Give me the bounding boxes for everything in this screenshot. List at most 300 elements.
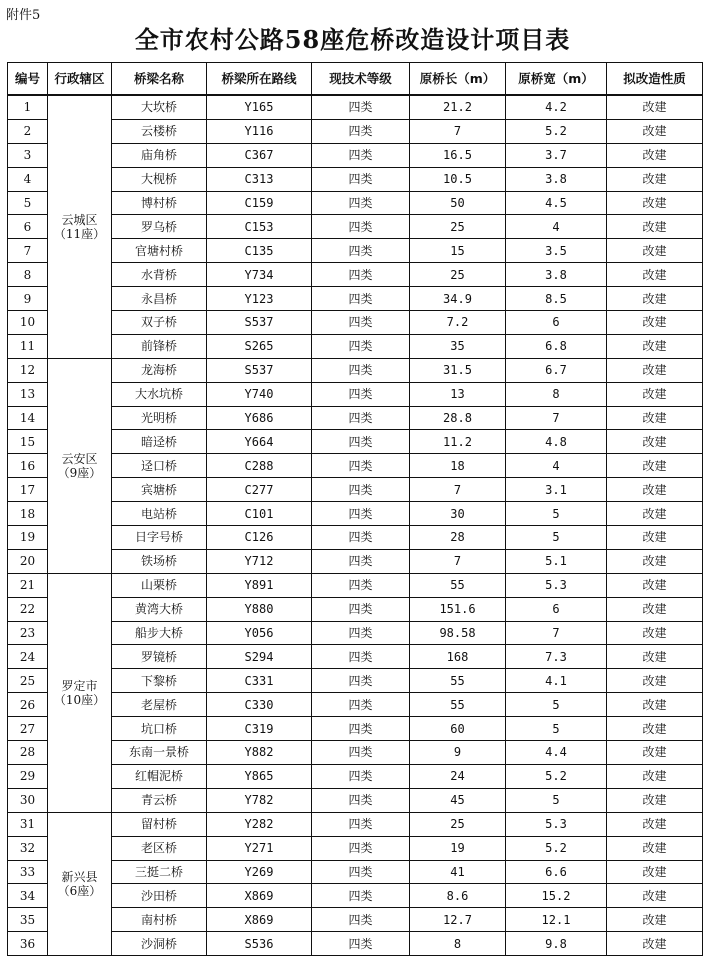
cell-length: 41 <box>410 860 506 884</box>
table-row <box>8 597 703 621</box>
table-row <box>8 382 703 406</box>
cell-bridge-name: 铁场桥 <box>112 549 207 573</box>
header-district: 行政辖区 <box>48 63 112 96</box>
header-length: 原桥长（m） <box>410 63 506 96</box>
cell-width: 3.7 <box>506 143 607 167</box>
cell-bridge-name: 博村桥 <box>112 191 207 215</box>
cell-nature: 改建 <box>607 860 703 884</box>
cell-width: 5.2 <box>506 836 607 860</box>
cell-route: Y880 <box>207 597 312 621</box>
table-row <box>8 95 703 119</box>
table-row <box>8 717 703 741</box>
cell-route: Y740 <box>207 382 312 406</box>
cell-nature: 改建 <box>607 764 703 788</box>
cell-tech-grade: 四类 <box>312 573 410 597</box>
cell-length: 98.58 <box>410 621 506 645</box>
cell-tech-grade: 四类 <box>312 908 410 932</box>
cell-route: C319 <box>207 717 312 741</box>
cell-tech-grade: 四类 <box>312 95 410 119</box>
cell-number: 5 <box>8 191 48 215</box>
table-body <box>8 95 703 956</box>
cell-tech-grade: 四类 <box>312 669 410 693</box>
cell-width: 6.7 <box>506 358 607 382</box>
cell-width: 5.1 <box>506 549 607 573</box>
cell-bridge-name: 船步大桥 <box>112 621 207 645</box>
cell-number: 8 <box>8 263 48 287</box>
cell-length: 55 <box>410 669 506 693</box>
cell-route: Y123 <box>207 287 312 311</box>
cell-route: S537 <box>207 311 312 335</box>
cell-route: C153 <box>207 215 312 239</box>
cell-length: 30 <box>410 502 506 526</box>
table-row <box>8 860 703 884</box>
cell-length: 11.2 <box>410 430 506 454</box>
cell-tech-grade: 四类 <box>312 884 410 908</box>
cell-nature: 改建 <box>607 717 703 741</box>
cell-tech-grade: 四类 <box>312 932 410 956</box>
cell-width: 7.3 <box>506 645 607 669</box>
cell-width: 4 <box>506 454 607 478</box>
cell-bridge-name: 老区桥 <box>112 836 207 860</box>
cell-tech-grade: 四类 <box>312 549 410 573</box>
cell-number: 29 <box>8 764 48 788</box>
cell-tech-grade: 四类 <box>312 191 410 215</box>
cell-nature: 改建 <box>607 406 703 430</box>
cell-nature: 改建 <box>607 908 703 932</box>
cell-width: 5 <box>506 526 607 550</box>
cell-width: 9.8 <box>506 932 607 956</box>
cell-route: Y282 <box>207 812 312 836</box>
cell-width: 5.3 <box>506 573 607 597</box>
header-tech-grade: 现技术等级 <box>312 63 410 96</box>
cell-width: 5.2 <box>506 119 607 143</box>
table-row <box>8 406 703 430</box>
cell-width: 4 <box>506 215 607 239</box>
cell-bridge-name: 光明桥 <box>112 406 207 430</box>
cell-route: X869 <box>207 908 312 932</box>
cell-number: 18 <box>8 502 48 526</box>
bridge-table <box>7 62 703 956</box>
table-row <box>8 741 703 765</box>
cell-bridge-name: 罗乌桥 <box>112 215 207 239</box>
cell-tech-grade: 四类 <box>312 764 410 788</box>
cell-bridge-name: 云楼桥 <box>112 119 207 143</box>
cell-length: 151.6 <box>410 597 506 621</box>
cell-length: 55 <box>410 573 506 597</box>
cell-nature: 改建 <box>607 287 703 311</box>
cell-nature: 改建 <box>607 454 703 478</box>
cell-number: 21 <box>8 573 48 597</box>
cell-width: 5 <box>506 502 607 526</box>
cell-width: 6.6 <box>506 860 607 884</box>
district-count: （9座） <box>57 465 102 480</box>
cell-number: 1 <box>8 95 48 119</box>
cell-nature: 改建 <box>607 526 703 550</box>
cell-tech-grade: 四类 <box>312 215 410 239</box>
cell-route: Y271 <box>207 836 312 860</box>
cell-number: 14 <box>8 406 48 430</box>
cell-nature: 改建 <box>607 573 703 597</box>
cell-route: Y734 <box>207 263 312 287</box>
cell-width: 6 <box>506 311 607 335</box>
cell-bridge-name: 迳口桥 <box>112 454 207 478</box>
cell-length: 25 <box>410 215 506 239</box>
cell-bridge-name: 大枧桥 <box>112 167 207 191</box>
cell-number: 11 <box>8 334 48 358</box>
cell-route: C159 <box>207 191 312 215</box>
cell-route: C288 <box>207 454 312 478</box>
cell-number: 31 <box>8 812 48 836</box>
cell-nature: 改建 <box>607 597 703 621</box>
cell-bridge-name: 永昌桥 <box>112 287 207 311</box>
cell-tech-grade: 四类 <box>312 860 410 884</box>
cell-width: 4.2 <box>506 95 607 119</box>
cell-width: 4.5 <box>506 191 607 215</box>
cell-nature: 改建 <box>607 95 703 119</box>
cell-number: 25 <box>8 669 48 693</box>
table-row <box>8 788 703 812</box>
cell-width: 7 <box>506 406 607 430</box>
cell-length: 12.7 <box>410 908 506 932</box>
table-row <box>8 239 703 263</box>
table-row <box>8 358 703 382</box>
page-title: 全市农村公路58座危桥改造设计项目表 <box>134 25 571 54</box>
cell-route: Y891 <box>207 573 312 597</box>
cell-nature: 改建 <box>607 884 703 908</box>
cell-bridge-name: 下黎桥 <box>112 669 207 693</box>
cell-length: 28 <box>410 526 506 550</box>
cell-width: 12.1 <box>506 908 607 932</box>
cell-tech-grade: 四类 <box>312 287 410 311</box>
table-row <box>8 932 703 956</box>
cell-bridge-name: 留村桥 <box>112 812 207 836</box>
table-row <box>8 836 703 860</box>
table-row <box>8 645 703 669</box>
cell-bridge-name: 官塘村桥 <box>112 239 207 263</box>
table-row <box>8 334 703 358</box>
cell-tech-grade: 四类 <box>312 382 410 406</box>
cell-bridge-name: 南村桥 <box>112 908 207 932</box>
cell-route: C277 <box>207 478 312 502</box>
table-row <box>8 311 703 335</box>
cell-bridge-name: 大坎桥 <box>112 95 207 119</box>
cell-tech-grade: 四类 <box>312 741 410 765</box>
cell-nature: 改建 <box>607 741 703 765</box>
cell-number: 22 <box>8 597 48 621</box>
table-row <box>8 573 703 597</box>
cell-route: C126 <box>207 526 312 550</box>
cell-number: 9 <box>8 287 48 311</box>
cell-bridge-name: 庙角桥 <box>112 143 207 167</box>
cell-tech-grade: 四类 <box>312 167 410 191</box>
cell-bridge-name: 山栗桥 <box>112 573 207 597</box>
district-name: 云安区 <box>61 451 98 466</box>
cell-tech-grade: 四类 <box>312 239 410 263</box>
cell-nature: 改建 <box>607 239 703 263</box>
cell-number: 7 <box>8 239 48 263</box>
cell-nature: 改建 <box>607 167 703 191</box>
cell-bridge-name: 大水坑桥 <box>112 382 207 406</box>
table-row <box>8 621 703 645</box>
cell-route: Y865 <box>207 764 312 788</box>
cell-nature: 改建 <box>607 932 703 956</box>
cell-route: C135 <box>207 239 312 263</box>
cell-number: 32 <box>8 836 48 860</box>
cell-bridge-name: 宾塘桥 <box>112 478 207 502</box>
cell-number: 33 <box>8 860 48 884</box>
cell-route: S537 <box>207 358 312 382</box>
cell-length: 7 <box>410 549 506 573</box>
cell-nature: 改建 <box>607 478 703 502</box>
cell-number: 17 <box>8 478 48 502</box>
district-name: 罗定市 <box>61 678 98 693</box>
cell-length: 7.2 <box>410 311 506 335</box>
cell-number: 24 <box>8 645 48 669</box>
cell-width: 3.8 <box>506 167 607 191</box>
cell-length: 16.5 <box>410 143 506 167</box>
table-row <box>8 693 703 717</box>
cell-length: 25 <box>410 812 506 836</box>
cell-bridge-name: 日字号桥 <box>112 526 207 550</box>
cell-width: 5 <box>506 788 607 812</box>
table-row <box>8 143 703 167</box>
cell-width: 4.1 <box>506 669 607 693</box>
cell-length: 21.2 <box>410 95 506 119</box>
cell-width: 7 <box>506 621 607 645</box>
attachment-label: 附件5 <box>6 8 41 23</box>
cell-number: 4 <box>8 167 48 191</box>
table-row <box>8 215 703 239</box>
cell-tech-grade: 四类 <box>312 311 410 335</box>
cell-nature: 改建 <box>607 812 703 836</box>
cell-tech-grade: 四类 <box>312 526 410 550</box>
cell-route: Y165 <box>207 95 312 119</box>
header-bridge-name: 桥梁名称 <box>112 63 207 96</box>
cell-length: 7 <box>410 119 506 143</box>
cell-route: C313 <box>207 167 312 191</box>
cell-bridge-name: 龙海桥 <box>112 358 207 382</box>
cell-number: 16 <box>8 454 48 478</box>
cell-district <box>48 573 112 812</box>
cell-district <box>48 95 112 358</box>
cell-width: 4.8 <box>506 430 607 454</box>
cell-nature: 改建 <box>607 143 703 167</box>
cell-route: Y782 <box>207 788 312 812</box>
cell-district <box>48 358 112 573</box>
cell-number: 19 <box>8 526 48 550</box>
table-row <box>8 478 703 502</box>
cell-bridge-name: 沙洞桥 <box>112 932 207 956</box>
cell-nature: 改建 <box>607 430 703 454</box>
cell-number: 26 <box>8 693 48 717</box>
cell-route: C367 <box>207 143 312 167</box>
cell-route: Y116 <box>207 119 312 143</box>
cell-nature: 改建 <box>607 334 703 358</box>
table-row <box>8 263 703 287</box>
cell-length: 25 <box>410 263 506 287</box>
table-row <box>8 287 703 311</box>
table-row <box>8 454 703 478</box>
table-row <box>8 884 703 908</box>
cell-number: 12 <box>8 358 48 382</box>
district-name: 新兴县 <box>61 869 98 884</box>
header-row <box>8 63 703 96</box>
cell-nature: 改建 <box>607 669 703 693</box>
cell-nature: 改建 <box>607 263 703 287</box>
cell-width: 15.2 <box>506 884 607 908</box>
cell-bridge-name: 暗迳桥 <box>112 430 207 454</box>
cell-bridge-name: 三挺二桥 <box>112 860 207 884</box>
cell-number: 6 <box>8 215 48 239</box>
cell-route: Y882 <box>207 741 312 765</box>
cell-bridge-name: 红帽泥桥 <box>112 764 207 788</box>
table-row <box>8 908 703 932</box>
cell-number: 36 <box>8 932 48 956</box>
cell-length: 18 <box>410 454 506 478</box>
cell-tech-grade: 四类 <box>312 334 410 358</box>
table-row <box>8 167 703 191</box>
table-row <box>8 430 703 454</box>
district-name: 云城区 <box>61 212 98 227</box>
cell-route: X869 <box>207 884 312 908</box>
cell-width: 4.4 <box>506 741 607 765</box>
cell-nature: 改建 <box>607 621 703 645</box>
cell-bridge-name: 电站桥 <box>112 502 207 526</box>
cell-width: 6 <box>506 597 607 621</box>
cell-tech-grade: 四类 <box>312 812 410 836</box>
cell-tech-grade: 四类 <box>312 430 410 454</box>
table-row <box>8 502 703 526</box>
cell-nature: 改建 <box>607 502 703 526</box>
cell-tech-grade: 四类 <box>312 478 410 502</box>
cell-nature: 改建 <box>607 119 703 143</box>
cell-tech-grade: 四类 <box>312 717 410 741</box>
cell-tech-grade: 四类 <box>312 645 410 669</box>
cell-number: 34 <box>8 884 48 908</box>
cell-number: 23 <box>8 621 48 645</box>
cell-district <box>48 812 112 955</box>
cell-route: Y664 <box>207 430 312 454</box>
cell-bridge-name: 青云桥 <box>112 788 207 812</box>
cell-route: C331 <box>207 669 312 693</box>
cell-length: 8 <box>410 932 506 956</box>
cell-route: S294 <box>207 645 312 669</box>
cell-number: 3 <box>8 143 48 167</box>
cell-width: 5 <box>506 717 607 741</box>
cell-width: 8.5 <box>506 287 607 311</box>
cell-tech-grade: 四类 <box>312 621 410 645</box>
cell-length: 50 <box>410 191 506 215</box>
cell-nature: 改建 <box>607 191 703 215</box>
cell-number: 13 <box>8 382 48 406</box>
cell-bridge-name: 沙田桥 <box>112 884 207 908</box>
cell-bridge-name: 老屋桥 <box>112 693 207 717</box>
cell-tech-grade: 四类 <box>312 788 410 812</box>
table-row <box>8 669 703 693</box>
cell-length: 9 <box>410 741 506 765</box>
cell-length: 31.5 <box>410 358 506 382</box>
district-count: （11座） <box>53 226 106 241</box>
cell-nature: 改建 <box>607 788 703 812</box>
cell-number: 35 <box>8 908 48 932</box>
cell-width: 5.2 <box>506 764 607 788</box>
cell-tech-grade: 四类 <box>312 454 410 478</box>
cell-length: 8.6 <box>410 884 506 908</box>
cell-number: 20 <box>8 549 48 573</box>
cell-number: 27 <box>8 717 48 741</box>
cell-tech-grade: 四类 <box>312 358 410 382</box>
header-number: 编号 <box>8 63 48 96</box>
cell-width: 5 <box>506 693 607 717</box>
header-nature: 拟改造性质 <box>607 63 703 96</box>
cell-number: 15 <box>8 430 48 454</box>
cell-tech-grade: 四类 <box>312 263 410 287</box>
cell-tech-grade: 四类 <box>312 502 410 526</box>
table-row <box>8 549 703 573</box>
cell-bridge-name: 罗镜桥 <box>112 645 207 669</box>
cell-length: 19 <box>410 836 506 860</box>
cell-route: C101 <box>207 502 312 526</box>
header-route: 桥梁所在路线 <box>207 63 312 96</box>
cell-length: 7 <box>410 478 506 502</box>
cell-tech-grade: 四类 <box>312 119 410 143</box>
cell-width: 3.1 <box>506 478 607 502</box>
cell-route: S265 <box>207 334 312 358</box>
cell-number: 2 <box>8 119 48 143</box>
cell-length: 45 <box>410 788 506 812</box>
cell-nature: 改建 <box>607 645 703 669</box>
cell-width: 8 <box>506 382 607 406</box>
cell-length: 24 <box>410 764 506 788</box>
cell-width: 5.3 <box>506 812 607 836</box>
cell-bridge-name: 坑口桥 <box>112 717 207 741</box>
cell-length: 15 <box>410 239 506 263</box>
cell-length: 35 <box>410 334 506 358</box>
cell-length: 168 <box>410 645 506 669</box>
cell-nature: 改建 <box>607 836 703 860</box>
cell-tech-grade: 四类 <box>312 597 410 621</box>
cell-width: 6.8 <box>506 334 607 358</box>
cell-bridge-name: 水背桥 <box>112 263 207 287</box>
table-row <box>8 812 703 836</box>
cell-tech-grade: 四类 <box>312 836 410 860</box>
cell-tech-grade: 四类 <box>312 693 410 717</box>
cell-length: 55 <box>410 693 506 717</box>
cell-route: Y056 <box>207 621 312 645</box>
cell-route: Y712 <box>207 549 312 573</box>
district-count: （6座） <box>57 883 102 898</box>
cell-length: 13 <box>410 382 506 406</box>
cell-number: 28 <box>8 741 48 765</box>
header-width: 原桥宽（m） <box>506 63 607 96</box>
cell-number: 30 <box>8 788 48 812</box>
cell-tech-grade: 四类 <box>312 406 410 430</box>
cell-bridge-name: 双子桥 <box>112 311 207 335</box>
table-row <box>8 119 703 143</box>
cell-nature: 改建 <box>607 311 703 335</box>
cell-number: 10 <box>8 311 48 335</box>
table-row <box>8 526 703 550</box>
table-row <box>8 191 703 215</box>
cell-nature: 改建 <box>607 693 703 717</box>
cell-bridge-name: 黄湾大桥 <box>112 597 207 621</box>
table-row <box>8 764 703 788</box>
cell-nature: 改建 <box>607 382 703 406</box>
cell-width: 3.5 <box>506 239 607 263</box>
cell-length: 60 <box>410 717 506 741</box>
cell-nature: 改建 <box>607 549 703 573</box>
cell-route: Y269 <box>207 860 312 884</box>
